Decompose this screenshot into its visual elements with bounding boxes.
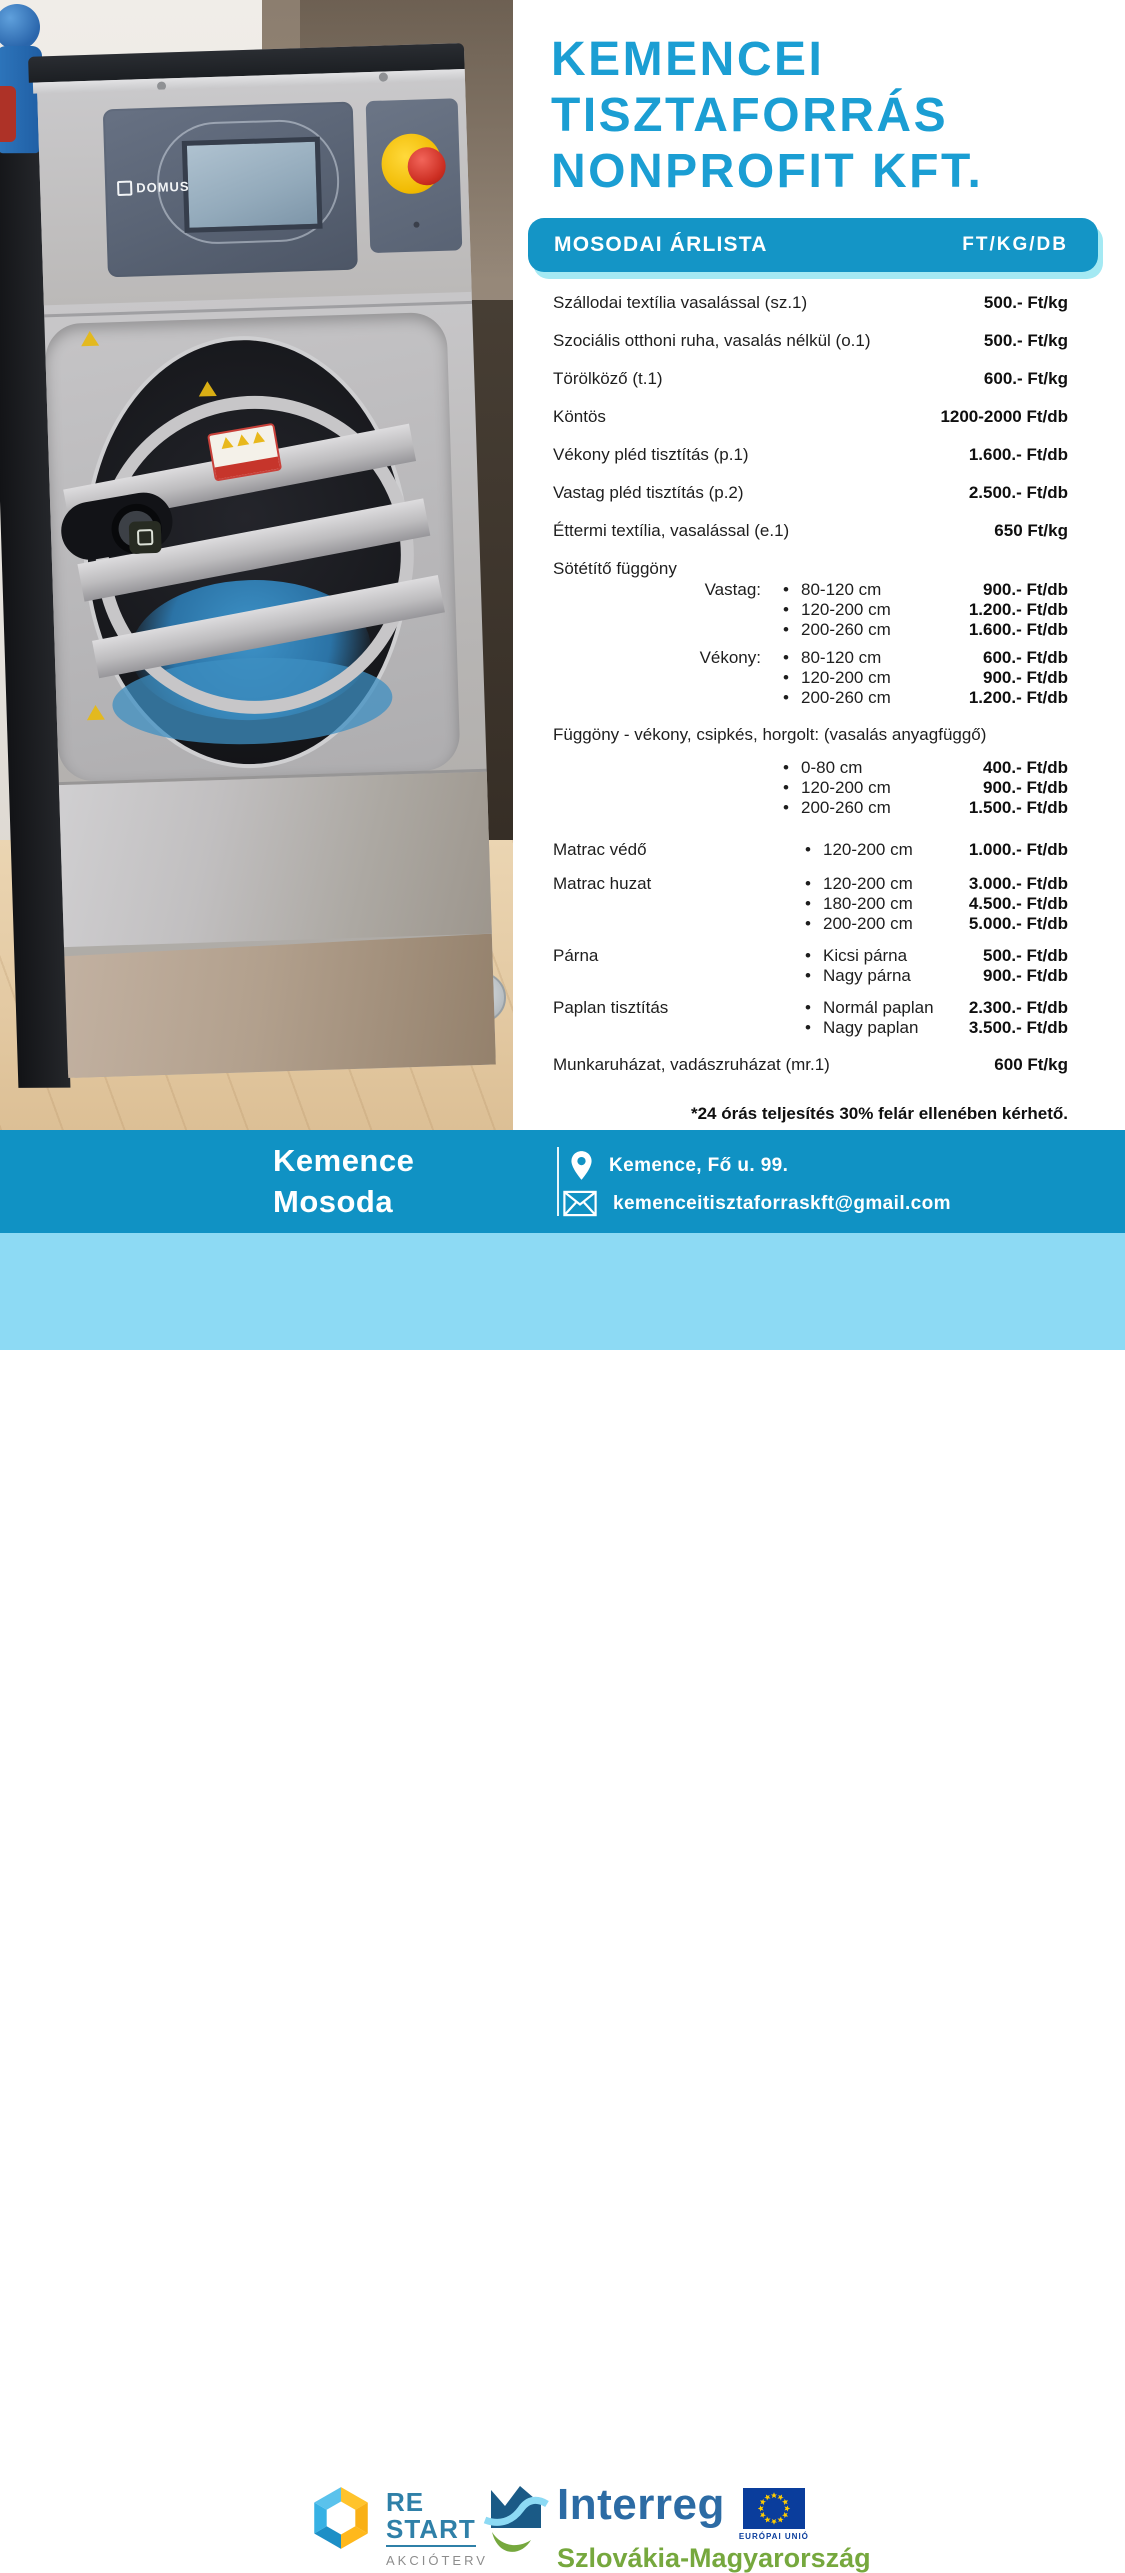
item-label: Köntös [553, 407, 606, 426]
surcharge-note: *24 órás teljesítés 30% felár ellenében kérhető. [690, 1104, 1068, 1123]
bullet: • [783, 688, 789, 707]
item-label: Párna [553, 946, 599, 965]
price-row [783, 620, 1068, 640]
size-label: 200-200 cm [823, 914, 913, 933]
interreg-subtitle: Szlovákia-Magyarország [557, 2543, 871, 2573]
item-label: Vékony pléd tisztítás (p.1) [553, 445, 749, 464]
restart-start: START [386, 2515, 476, 2547]
item-label: Szociális otthoni ruha, vasalás nélkül (o.1) [553, 331, 871, 350]
price-row [805, 998, 1068, 1018]
email-icon [563, 1190, 597, 1217]
price-row [553, 330, 1068, 352]
size-label: 200-260 cm [801, 620, 891, 639]
list-header-title: MOSODAI ÁRLISTA [554, 233, 768, 256]
price-row [805, 946, 1068, 966]
size-label: 80-120 cm [801, 580, 882, 599]
title-line: TISZTAFORRÁS [551, 89, 949, 142]
footer-divider [557, 1147, 559, 1216]
bullet: • [783, 668, 789, 687]
price-row [783, 600, 1068, 620]
price-value: 900.- Ft/db [982, 966, 1068, 985]
price-row [783, 580, 1068, 600]
price-value: 5.000.- Ft/db [968, 914, 1068, 933]
size-label: 120-200 cm [801, 600, 891, 619]
bullet: • [783, 758, 789, 777]
title-line: NONPROFIT KFT. [551, 145, 984, 198]
price-row [805, 894, 1068, 914]
size-label: 0-80 cm [801, 758, 863, 777]
bullet: • [805, 894, 811, 913]
door-icon [129, 521, 162, 554]
bullet: • [783, 600, 789, 619]
price-row [805, 840, 1068, 860]
item-label: Szállodai textília vasalással (sz.1) [553, 293, 808, 312]
price-value: 1200-2000 Ft/db [940, 407, 1068, 426]
warning-triangle-icon [81, 331, 99, 347]
price-row [805, 874, 1068, 894]
size-label: 180-200 cm [823, 894, 913, 913]
curtain-group-vekony [553, 648, 1068, 708]
restart-re: RE [386, 2487, 425, 2517]
price-row [805, 1018, 1068, 1038]
price-value: 1.200.- Ft/db [968, 688, 1068, 707]
price-value: 600.- Ft/db [982, 648, 1068, 667]
price-value: 1.000.- Ft/db [968, 840, 1068, 859]
brand-name [273, 1140, 414, 1222]
price-value: 1.500.- Ft/db [968, 798, 1068, 817]
eu-flag-icon [743, 2488, 805, 2529]
price-row [783, 648, 1068, 668]
item-label: Éttermi textília, vasalással (e.1) [553, 521, 790, 540]
kick-panel [64, 934, 496, 1078]
size-label: Normál paplan [823, 998, 934, 1017]
restart-logo [306, 2483, 488, 2568]
eu-flag [739, 2488, 809, 2541]
price-value: 3.000.- Ft/db [968, 874, 1068, 893]
list-header-unit: FT/KG/DB [962, 234, 1068, 255]
size-label: 120-200 cm [823, 840, 913, 859]
price-row [783, 778, 1068, 798]
group-parna [553, 946, 1068, 986]
interreg-name: Interreg [557, 2480, 725, 2529]
email-row [563, 1190, 951, 1217]
item-label: Paplan tisztítás [553, 998, 669, 1017]
title-line: KEMENCEI [551, 33, 825, 86]
section-title: Sötétítő függöny [553, 559, 677, 578]
size-label: 120-200 cm [823, 874, 913, 893]
price-row [783, 668, 1068, 688]
size-label: Nagy párna [823, 966, 911, 985]
price-value: 900.- Ft/db [982, 668, 1068, 687]
list-header-bar [528, 218, 1098, 272]
price-value: 650 Ft/kg [994, 521, 1068, 540]
brand-line: Mosoda [273, 1184, 394, 1219]
bullet: • [783, 580, 789, 599]
price-row [783, 758, 1068, 778]
bullet: • [805, 874, 811, 893]
brand-line: Kemence [273, 1143, 415, 1178]
price-row [553, 368, 1068, 390]
item-label: Törölköző (t.1) [553, 369, 663, 388]
price-value: 3.500.- Ft/db [968, 1018, 1068, 1037]
curtain-group-vastag [553, 580, 1068, 640]
warning-triangle-icon [86, 705, 104, 721]
restart-hexagon-icon [306, 2483, 376, 2553]
price-row [553, 520, 1068, 542]
washing-machine [6, 43, 496, 1079]
bullet: • [783, 778, 789, 797]
group-matrac-huzat [553, 874, 1068, 934]
lace-rows [553, 758, 1068, 818]
address-row [570, 1150, 788, 1181]
price-value: 600.- Ft/kg [983, 369, 1068, 388]
bullet: • [805, 1018, 811, 1037]
warning-triangles [210, 429, 275, 451]
price-value: 4.500.- Ft/db [968, 894, 1068, 913]
size-label: 200-260 cm [801, 688, 891, 707]
bullet: • [805, 840, 811, 859]
interreg-mark-icon [487, 2482, 545, 2562]
price-row [553, 482, 1068, 504]
size-label: 200-260 cm [801, 798, 891, 817]
emergency-panel [366, 98, 463, 253]
domus-icon [117, 181, 132, 196]
bullet: • [783, 798, 789, 817]
group-name: Vastag: [704, 580, 761, 599]
logo-strip [0, 1233, 1125, 2573]
price-list [513, 272, 1125, 1124]
item-label: Matrac huzat [553, 874, 652, 893]
lower-panel [59, 772, 492, 947]
size-label: 80-120 cm [801, 648, 882, 667]
size-label: Kicsi párna [823, 946, 908, 965]
interreg-logo [487, 2482, 871, 2573]
item-label: Vastag pléd tisztítás (p.2) [553, 483, 744, 502]
price-row [783, 688, 1068, 708]
price-row [553, 406, 1068, 428]
brand-logo [117, 179, 190, 196]
price-value: 400.- Ft/db [982, 758, 1068, 777]
price-value: 900.- Ft/db [982, 778, 1068, 797]
bullet: • [805, 998, 811, 1017]
price-row [553, 292, 1068, 314]
control-panel [103, 102, 358, 278]
price-value: 1.600.- Ft/db [968, 445, 1068, 464]
price-value: 900.- Ft/db [982, 580, 1068, 599]
address-text: Kemence, Fő u. 99. [609, 1154, 789, 1176]
price-value: 1.200.- Ft/db [968, 600, 1068, 619]
location-pin-icon [570, 1150, 593, 1181]
eu-label: EURÓPAI UNIÓ [738, 2532, 809, 2541]
price-value: 600 Ft/kg [994, 1055, 1068, 1074]
price-value: 2.500.- Ft/db [968, 483, 1068, 502]
restart-akcioterv: AKCIÓTERV [386, 2553, 488, 2568]
price-value: 2.300.- Ft/db [968, 998, 1068, 1017]
group-matrac-vedo [553, 840, 1068, 860]
price-value: 500.- Ft/kg [983, 331, 1068, 350]
price-value: 500.- Ft/db [982, 946, 1068, 965]
bullet: • [805, 946, 811, 965]
warning-triangle-icon [198, 381, 216, 397]
price-value: 500.- Ft/kg [983, 293, 1068, 312]
price-list-panel [513, 0, 1125, 1130]
washing-machine-photo [0, 0, 513, 1130]
price-row [805, 966, 1068, 986]
group-name: Vékony: [699, 648, 761, 667]
group-paplan [553, 998, 1068, 1038]
screw [413, 222, 419, 228]
emergency-stop-button[interactable] [407, 147, 446, 186]
price-value: 1.600.- Ft/db [968, 620, 1068, 639]
item-label: Munkaruházat, vadászruházat (mr.1) [553, 1055, 830, 1074]
bullet: • [805, 966, 811, 985]
email-text[interactable]: kemenceitisztaforraskft@gmail.com [613, 1192, 951, 1214]
bullet: • [783, 620, 789, 639]
footer-bar [0, 1130, 1125, 1233]
size-label: Nagy paplan [823, 1018, 919, 1037]
display-screen[interactable] [182, 137, 323, 233]
page-title [551, 32, 1125, 200]
price-row [553, 1054, 1068, 1076]
bullet: • [783, 648, 789, 667]
price-row [805, 914, 1068, 934]
price-row [553, 444, 1068, 466]
size-label: 120-200 cm [801, 668, 891, 687]
section-title: Függöny - vékony, csipkés, horgolt: (vasalás anyagfüggő) [553, 725, 987, 744]
bullet: • [805, 914, 811, 933]
brand-text: DOMUS [135, 178, 190, 196]
item-label: Matrac védő [553, 840, 647, 859]
size-label: 120-200 cm [801, 778, 891, 797]
price-row [783, 798, 1068, 818]
